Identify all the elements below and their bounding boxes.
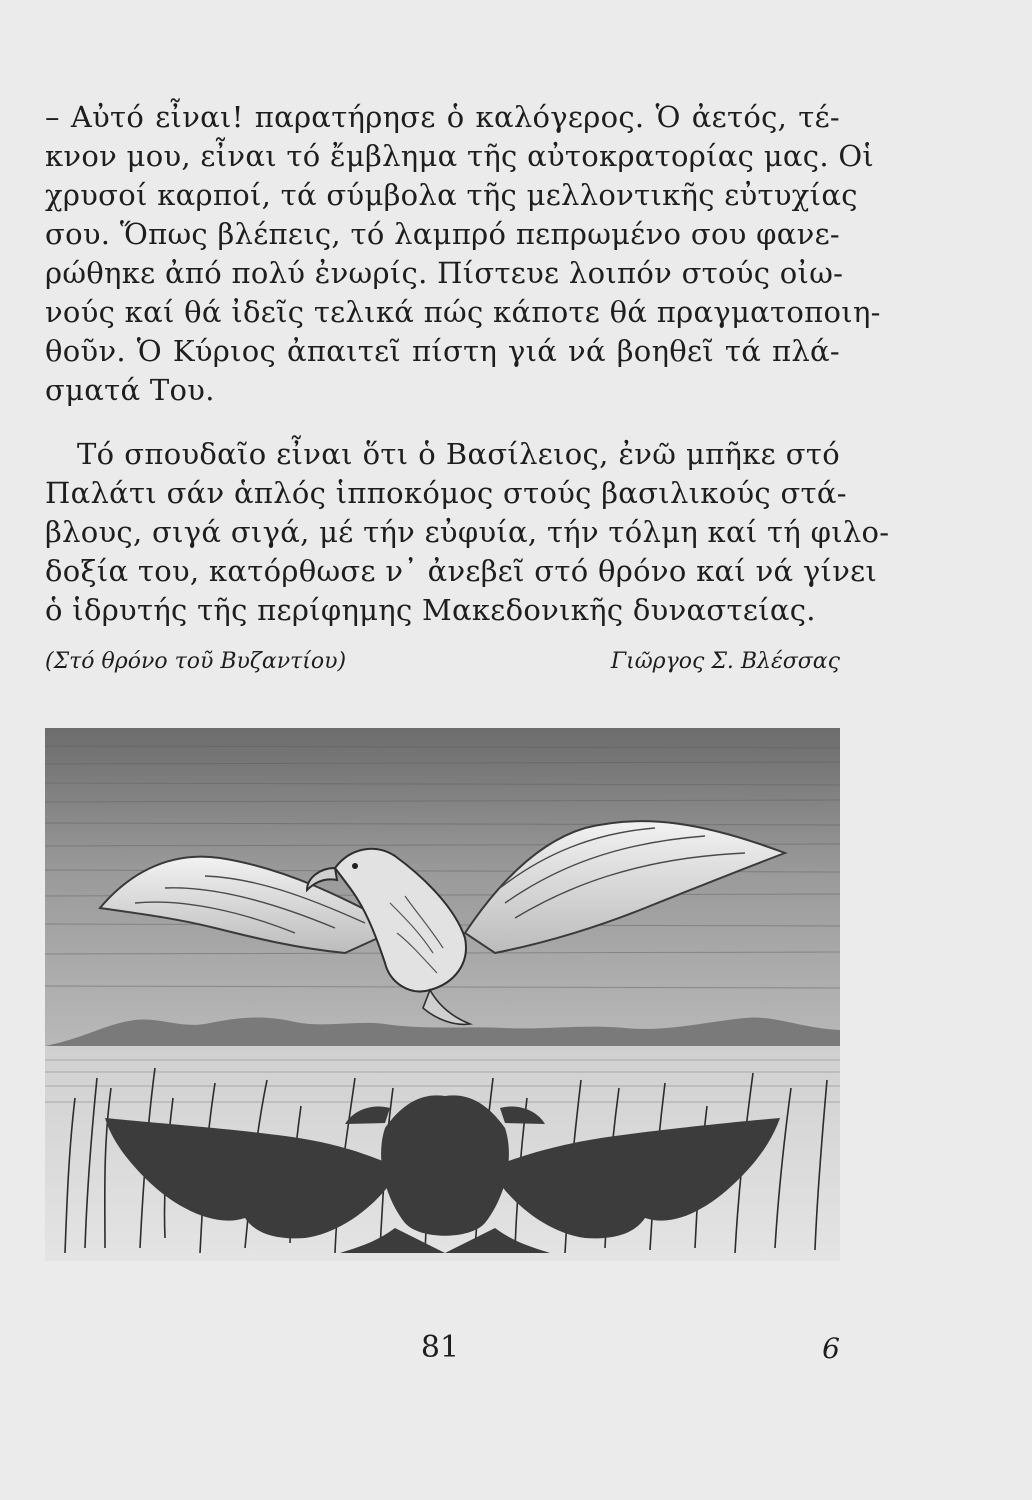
text-line: δοξία του, κατόρθωσε ν᾽ ἀνεβεῖ στό θρόνο καί νά γίνει (45, 554, 878, 588)
paragraph-dialogue (45, 98, 881, 410)
text-line: σου. Ὅπως βλέπεις, τό λαμπρό πεπρωμένο σου φανε- (45, 217, 840, 251)
eagle-illustration (45, 728, 840, 1261)
text-line: ρώθηκε ἀπό πολύ ἐνωρίς. Πίστευε λοιπόν στούς οἰω- (45, 256, 844, 290)
text-line: Παλάτι σάν ἁπλός ἱπποκόμος στούς βασιλικούς στά- (45, 476, 847, 510)
text-line: κνον μου, εἶναι τό ἔμβλημα τῆς αὐτοκρατορίας μας. Οἱ (45, 139, 875, 173)
text-line: – Αὐτό εἶναι! παρατήρησε ὁ καλόγερος. Ὁ ἀετός, τέ- (45, 100, 840, 134)
text-line: σματά Του. (45, 373, 215, 407)
page-number: 81 (420, 1330, 460, 1365)
text-line: βλους, σιγά σιγά, μέ τήν εὐφυία, τήν τόλμη καί τή φιλο- (45, 515, 890, 549)
paragraph-narrative (45, 435, 890, 630)
text-line: χρυσοί καρποί, τά σύμβολα τῆς μελλοντικῆς εὐτυχίας (45, 178, 858, 212)
source-author: Γιῶργος Σ. Βλέσσας (610, 649, 840, 674)
text-line: ὁ ἱδρυτής τῆς περίφημης Μακεδονικῆς δυναστείας. (45, 593, 816, 627)
text-line: νούς καί θά ἰδεῖς τελικά πώς κάποτε θά πραγματοποιη- (45, 295, 881, 329)
source-title: (Στό θρόνο τοῦ Βυζαντίου) (45, 649, 347, 674)
text-line: Τό σπουδαῖο εἶναι ὅτι ὁ Βασίλειος, ἐνῶ μπῆκε στό (77, 437, 840, 471)
text-line: θοῦν. Ὁ Κύριος ἀπαιτεῖ πίστη γιά νά βοηθεῖ τά πλά- (45, 334, 840, 368)
signature-mark: 6 (822, 1332, 840, 1365)
